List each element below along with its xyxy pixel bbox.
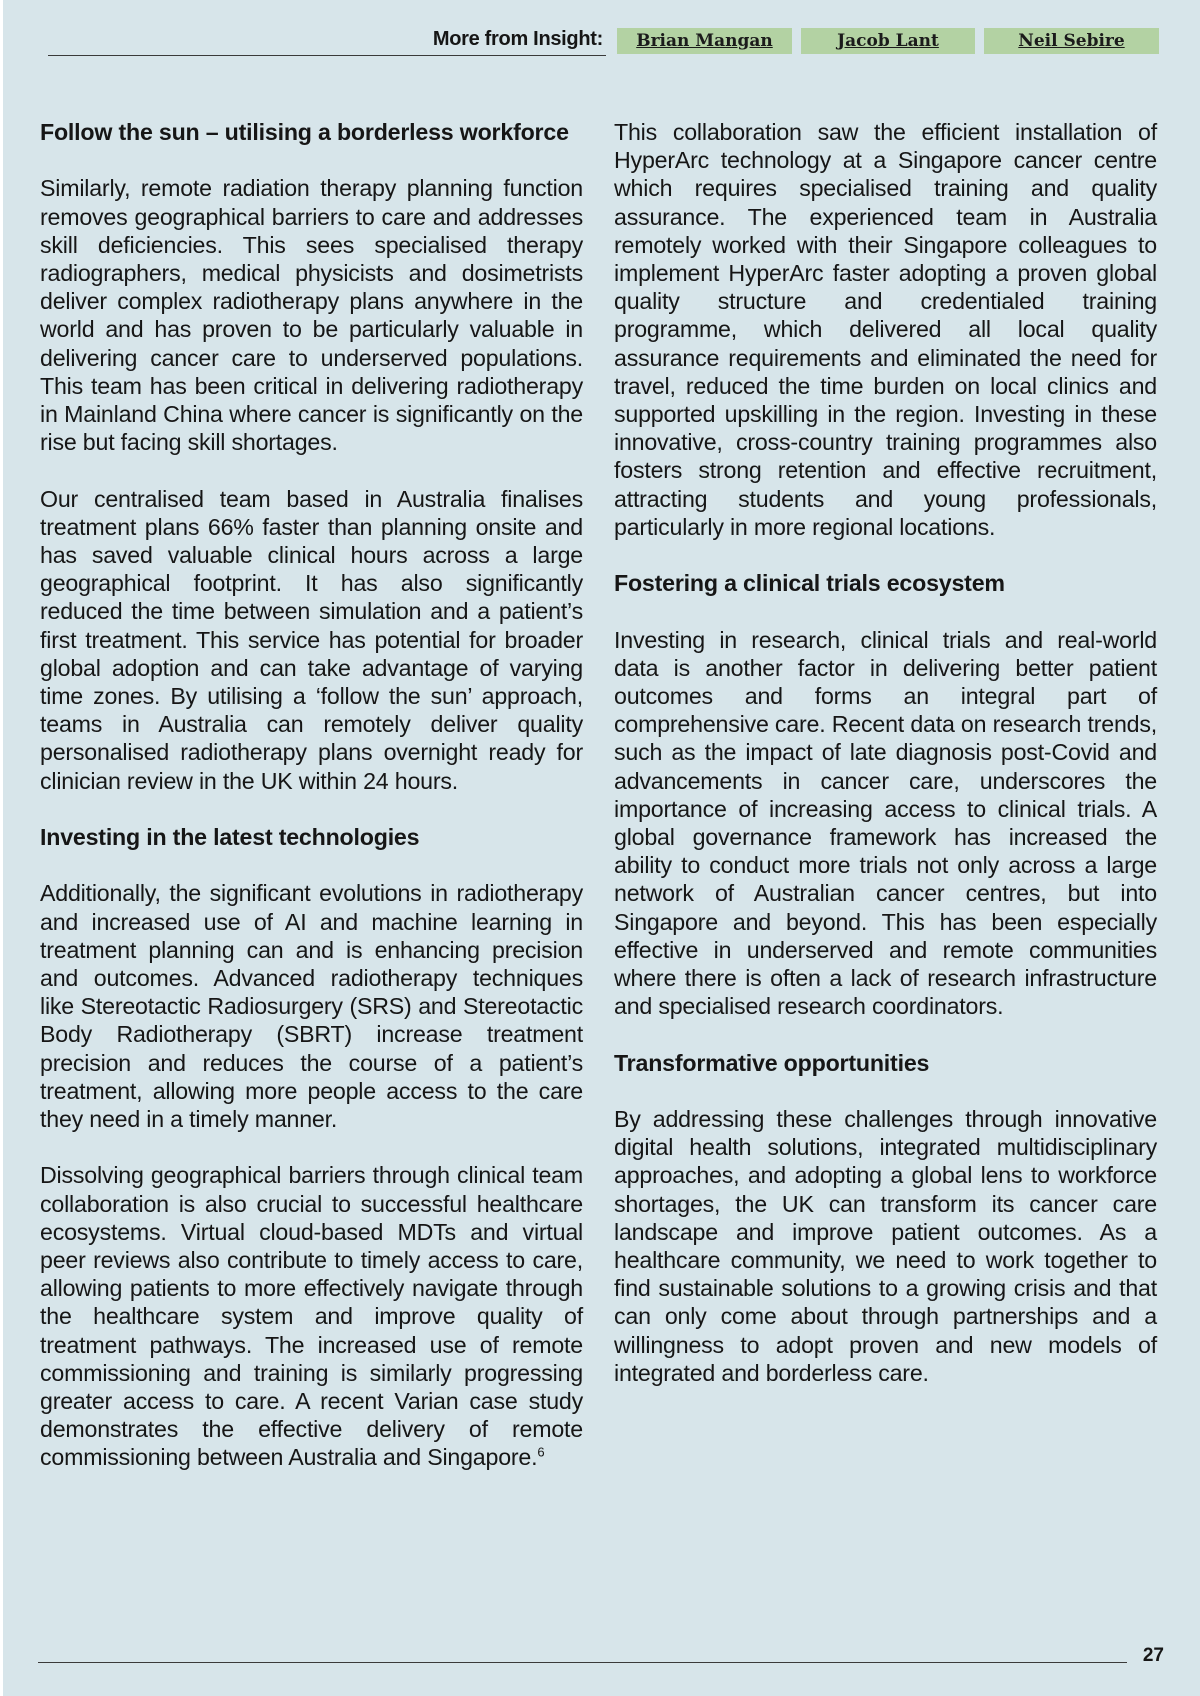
- page-left-edge: [0, 0, 3, 1696]
- paragraph: Similarly, remote radiation therapy planning function removes geographical barriers to care and addresses skill deficiencies. This sees specialised therapy radiographers, medical physicists and dosimetrists deliver complex radiotherapy plans anywhere in the world and has proven to be particularly valuable in delivering cancer care to underserved populations. This team has been critical in delivering radiotherapy in Mainland China where cancer is significantly on the rise but facing skill shortages.: [40, 175, 583, 456]
- author-link-jacob-lant[interactable]: Jacob Lant: [801, 28, 975, 54]
- paragraph: Investing in research, clinical trials and real-world data is another factor in delivering better patient outcomes and forms an integral part of comprehensive care. Recent data on research trends, such as the impact of late diagnosis post-Covid and advancements in cancer care, underscores the importance of increasing access to clinical trials. A global governance framework has increased the ability to conduct more trials not only across a large network of Australian cancer centres, but into Singapore and beyond. This has been especially effective in underserved and remote communities where there is often a lack of research infrastructure and specialised research coordinators.: [614, 626, 1157, 1020]
- more-from-insight-label: More from Insight:: [432, 28, 603, 50]
- footer-divider: [38, 1662, 1127, 1663]
- header-divider: [48, 55, 606, 56]
- paragraph-text: Dissolving geographical barriers through clinical team collaboration is also crucial to successful healthcare ecosystems. Virtual cloud-based MDTs and virtual peer reviews also contribute to timely access to care, allowing patients to more effectively navigate through the healthcare system and improve quality of treatment pathways. The increased use of remote commissioning and training is similarly progressing greater access to care. A recent Varian case study demonstrates the effective delivery of remote commissioning between Australia and Singapore.: [40, 1162, 583, 1471]
- paragraph: [40, 1161, 583, 1471]
- left-column: [40, 118, 583, 1472]
- section-heading-transformative-opportunities: Transformative opportunities: [614, 1049, 930, 1076]
- section-heading-clinical-trials: Fostering a clinical trials ecosystem: [614, 570, 1005, 597]
- paragraph: By addressing these challenges through innovative digital health solutions, integrated multidisciplinary approaches, and adopting a global lens to workforce shortages, the UK can transform its cancer care landscape and improve patient outcomes. As a healthcare community, we need to work together to find sustainable solutions to a growing crisis and that can only come about through partnerships and a willingness to adopt proven and new models of integrated and borderless care.: [614, 1106, 1157, 1386]
- author-link-brian-mangan[interactable]: Brian Mangan: [617, 28, 792, 54]
- right-column: [614, 118, 1157, 1387]
- section-heading-latest-technologies: Investing in the latest technologies: [40, 824, 420, 851]
- footnote-reference[interactable]: 6: [537, 1444, 545, 1460]
- section-heading-follow-the-sun: Follow the sun – utilising a borderless workforce: [40, 119, 569, 145]
- page-number: 27: [1142, 1645, 1164, 1666]
- paragraph: This collaboration saw the efficient installation of HyperArc technology at a Singapore cancer centre which requires specialised training and quality assurance. The experienced team in Australia remotely worked with their Singapore colleagues to implement HyperArc faster adopting a proven global quality structure and credentialed training programme, which delivered all local quality assurance requirements and eliminated the need for travel, reduced the time burden on local clinics and supported upskilling in the region. Investing in these innovative, cross-country training programmes also fosters strong retention and effective recruitment, attracting students and young professionals, particularly in more regional locations.: [614, 119, 1157, 540]
- author-link-neil-sebire[interactable]: Neil Sebire: [984, 28, 1159, 54]
- paragraph: Additionally, the significant evolutions in radiotherapy and increased use of AI and machine learning in treatment planning can and is enhancing precision and outcomes. Advanced radiotherapy techniques like Stereotactic Radiosurgery (SRS) and Stereotactic Body Radiotherapy (SBRT) increase treatment precision and reduces the course of a patient’s treatment, allowing more people access to the care they need in a timely manner.: [40, 880, 583, 1133]
- paragraph: Our centralised team based in Australia finalises treatment plans 66% faster than planning onsite and has saved valuable clinical hours across a large geographical footprint. It has also significantly reduced the time between simulation and a patient’s first treatment. This service has potential for broader global adoption and can take advantage of varying time zones. By utilising a ‘follow the sun’ approach, teams in Australia can remotely deliver quality personalised radiotherapy plans overnight ready for clinician review in the UK within 24 hours.: [40, 485, 583, 794]
